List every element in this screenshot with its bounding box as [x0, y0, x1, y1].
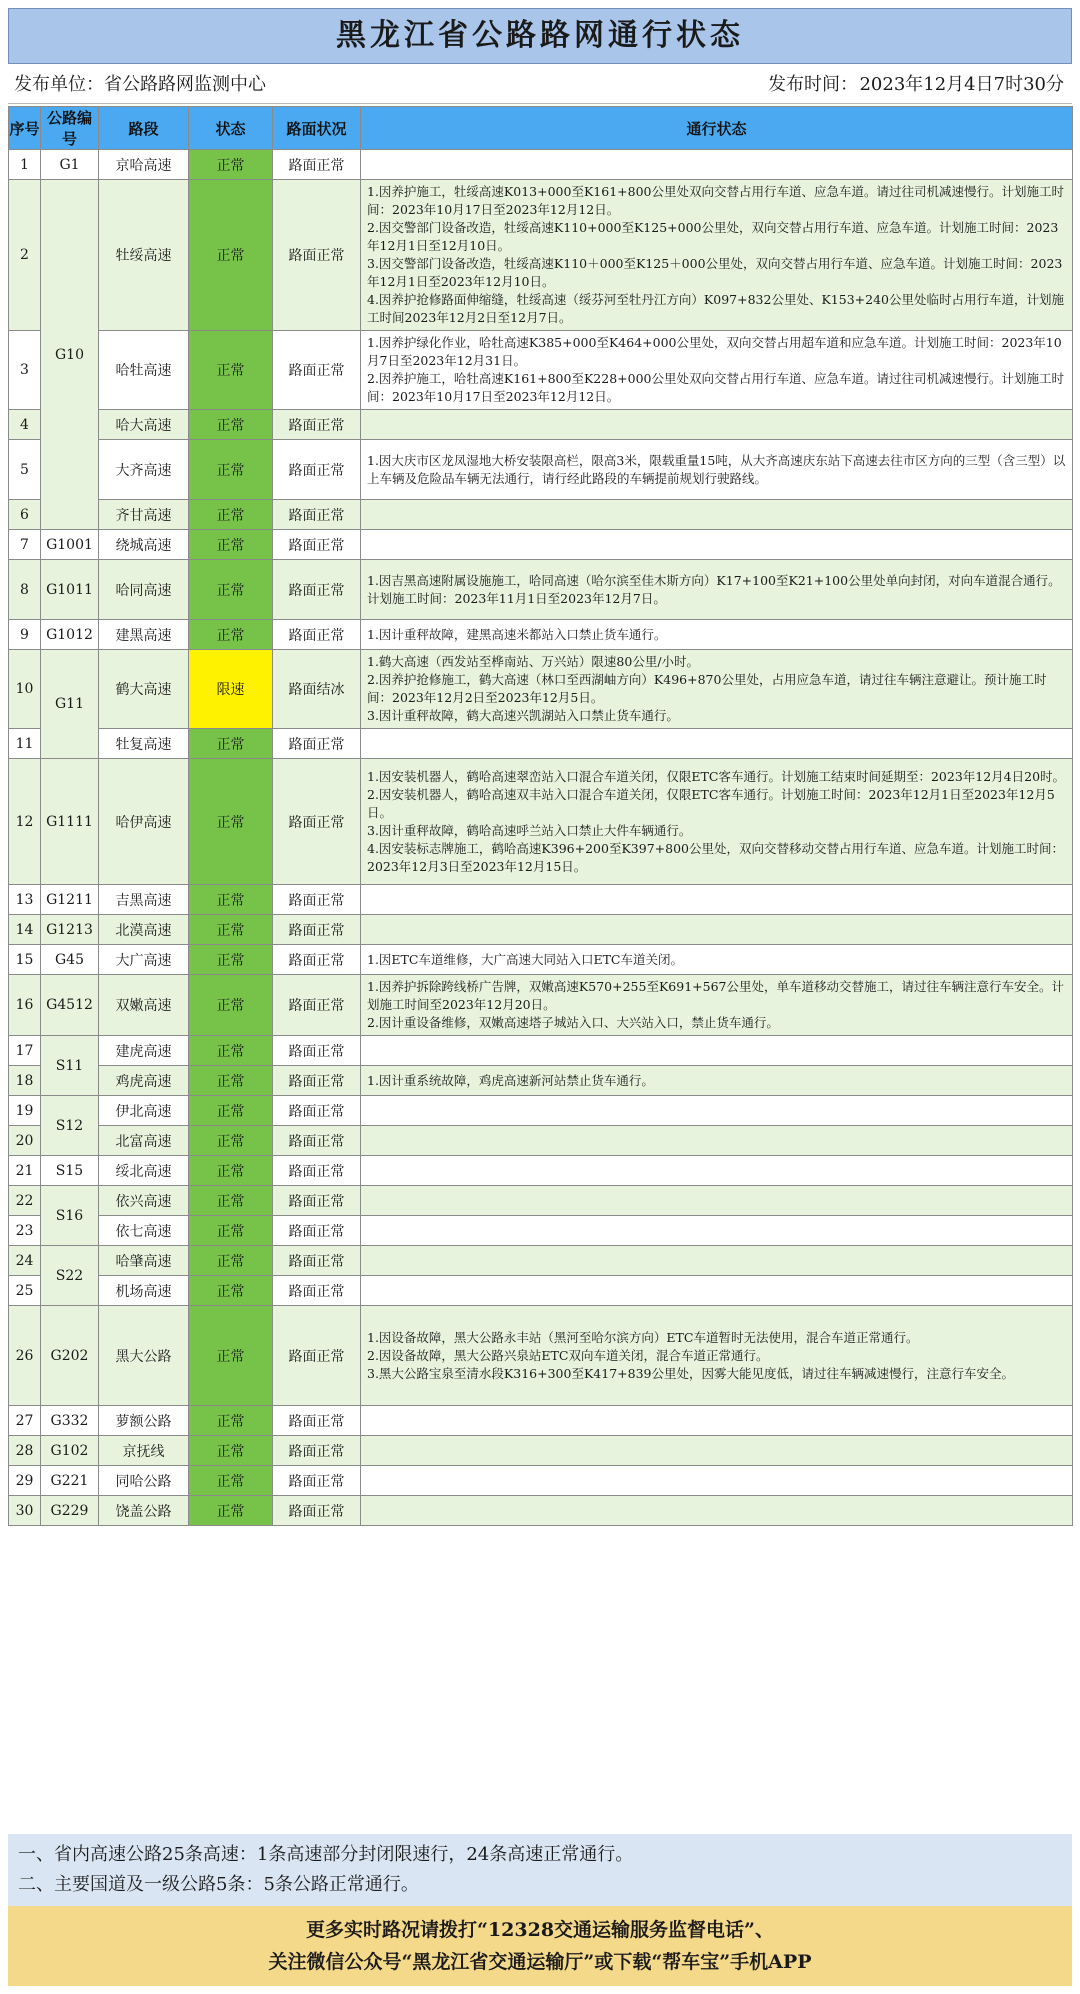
- row-no: 2: [9, 180, 41, 331]
- road-segment: 大广高速: [99, 945, 189, 975]
- table-row: [9, 1436, 1073, 1466]
- row-no: 13: [9, 885, 41, 915]
- surface-condition: 路面正常: [273, 1126, 361, 1156]
- header-surface: 路面状况: [273, 107, 361, 150]
- traffic-notes: [361, 975, 1073, 1036]
- road-segment: 牡绥高速: [99, 180, 189, 331]
- footer-line: 更多实时路况请拨打“12328交通运输服务监督电话”、: [306, 1919, 774, 1941]
- row-no: 16: [9, 975, 41, 1036]
- table-row: [9, 1406, 1073, 1436]
- road-code: G229: [41, 1496, 99, 1526]
- row-no: 1: [9, 150, 41, 180]
- table-row: [9, 759, 1073, 885]
- footer-note: [8, 1906, 1072, 1986]
- traffic-notes: [361, 729, 1073, 759]
- status-cell: 正常: [189, 1156, 273, 1186]
- traffic-note: 4.因安装标志牌施工，鹤哈高速K396+200至K397+800公里处，双向交替移动交替占用行车道、应急车道。计划施工时间：2023年12月3日至2023年12月15日。: [367, 840, 1064, 874]
- traffic-notes: [361, 1246, 1073, 1276]
- row-no: 18: [9, 1066, 41, 1096]
- status-cell: 正常: [189, 1036, 273, 1066]
- table-row: [9, 1126, 1073, 1156]
- traffic-notes: [361, 650, 1073, 729]
- traffic-notes: [361, 1186, 1073, 1216]
- traffic-note: 4.因养护抢修路面伸缩缝，牡绥高速（绥芬河至牡丹江方向）K097+832公里处、K153+240公里处临时占用行车道，计划施工时间2023年12月2日至12月7日。: [367, 292, 1064, 325]
- summary: [8, 1834, 1072, 1906]
- traffic-notes: [361, 1276, 1073, 1306]
- table-row: [9, 1306, 1073, 1406]
- table-body: [9, 150, 1073, 1526]
- surface-condition: 路面正常: [273, 1216, 361, 1246]
- surface-condition: 路面正常: [273, 1066, 361, 1096]
- road-segment: 牡复高速: [99, 729, 189, 759]
- road-segment: 双嫩高速: [99, 975, 189, 1036]
- road-segment: 依七高速: [99, 1216, 189, 1246]
- publish-time: 2023年12月4日7时30分: [859, 74, 1064, 95]
- traffic-note: 1.因设备故障，黑大公路永丰站（黑河至哈尔滨方向）ETC车道暂时无法使用，混合车道正常通行。: [367, 1329, 919, 1345]
- traffic-notes: [361, 885, 1073, 915]
- status-cell: 正常: [189, 620, 273, 650]
- traffic-notes: [361, 1216, 1073, 1246]
- table-row: [9, 620, 1073, 650]
- road-segment: 绥北高速: [99, 1156, 189, 1186]
- status-cell: 正常: [189, 1096, 273, 1126]
- traffic-note: 3.因计重秤故障，鹤哈高速呼兰站入口禁止大件车辆通行。: [367, 822, 692, 838]
- traffic-notes: [361, 410, 1073, 440]
- row-no: 24: [9, 1246, 41, 1276]
- traffic-note: 2.因养护抢修施工，鹤大高速（林口至西湖岫方向）K496+870公里处，占用应急车道，请过往车辆注意避让。预计施工时间：2023年12月2日至2023年12月5日。: [367, 672, 1047, 705]
- surface-condition: 路面正常: [273, 1436, 361, 1466]
- status-cell: 正常: [189, 1126, 273, 1156]
- status-cell: 正常: [189, 915, 273, 945]
- surface-condition: 路面正常: [273, 560, 361, 620]
- status-cell: 正常: [189, 560, 273, 620]
- traffic-note: 3.黑大公路宝泉至清水段K316+300至K417+839公里处，因雾大能见度低，请过往车辆减速慢行，注意行车安全。: [367, 1365, 1014, 1381]
- road-code: G1011: [41, 560, 99, 620]
- surface-condition: 路面正常: [273, 620, 361, 650]
- road-segment: 萝额公路: [99, 1406, 189, 1436]
- road-segment: 鸡虎高速: [99, 1066, 189, 1096]
- header-status: 状态: [189, 107, 273, 150]
- traffic-note: 3.因计重秤故障，鹤大高速兴凯湖站入口禁止货车通行。: [367, 708, 679, 723]
- traffic-notes: [361, 1126, 1073, 1156]
- row-no: 6: [9, 500, 41, 530]
- row-no: 8: [9, 560, 41, 620]
- table-row: [9, 410, 1073, 440]
- surface-condition: 路面正常: [273, 885, 361, 915]
- status-cell: 限速: [189, 650, 273, 729]
- table-row: [9, 650, 1073, 729]
- road-segment: 吉黑高速: [99, 885, 189, 915]
- table-row: [9, 1276, 1073, 1306]
- status-cell: 正常: [189, 410, 273, 440]
- traffic-notes: [361, 1036, 1073, 1066]
- traffic-notes: [361, 1096, 1073, 1126]
- road-segment: 依兴高速: [99, 1186, 189, 1216]
- row-no: 21: [9, 1156, 41, 1186]
- row-no: 25: [9, 1276, 41, 1306]
- traffic-notes: [361, 500, 1073, 530]
- row-no: 4: [9, 410, 41, 440]
- road-code: G1012: [41, 620, 99, 650]
- surface-condition: 路面正常: [273, 1096, 361, 1126]
- traffic-note: 2.因交警部门设备改造，牡绥高速K110+000至K125+000公里处，双向交替占用行车道、应急车道。计划施工时间：2023年12月1日至12月10日。: [367, 220, 1059, 253]
- traffic-notes: [361, 1496, 1073, 1526]
- status-cell: 正常: [189, 150, 273, 180]
- surface-condition: 路面正常: [273, 1036, 361, 1066]
- traffic-note: 1.因计重秤故障，建黑高速米都站入口禁止货车通行。: [367, 626, 667, 642]
- row-no: 11: [9, 729, 41, 759]
- traffic-notes: [361, 1466, 1073, 1496]
- row-no: 23: [9, 1216, 41, 1246]
- road-segment: 大齐高速: [99, 440, 189, 500]
- publisher: 发布单位：省公路路网监测中心: [14, 74, 266, 95]
- road-segment: 京抚线: [99, 1436, 189, 1466]
- road-code: G1211: [41, 885, 99, 915]
- surface-condition: 路面正常: [273, 1466, 361, 1496]
- row-no: 3: [9, 331, 41, 410]
- table-row: [9, 500, 1073, 530]
- row-no: 26: [9, 1306, 41, 1406]
- road-segment: 哈伊高速: [99, 759, 189, 885]
- status-cell: 正常: [189, 1066, 273, 1096]
- table-row: [9, 331, 1073, 410]
- road-code: S16: [41, 1186, 99, 1246]
- traffic-note: 1.因安装机器人，鹤哈高速翠峦站入口混合车道关闭，仅限ETC客车通行。计划施工结束时间延期至：2023年12月4日20时。: [367, 768, 1066, 784]
- table-row: [9, 1036, 1073, 1066]
- surface-condition: 路面正常: [273, 150, 361, 180]
- surface-condition: 路面正常: [273, 440, 361, 500]
- header-no: 序号: [9, 107, 41, 150]
- status-cell: 正常: [189, 1466, 273, 1496]
- traffic-notes: [361, 759, 1073, 885]
- row-no: 9: [9, 620, 41, 650]
- surface-condition: 路面正常: [273, 1156, 361, 1186]
- table-row: [9, 729, 1073, 759]
- traffic-note: 1.因养护拆除跨线桥广告牌，双嫩高速K570+255至K691+567公里处，单车道移动交替施工，请过往车辆注意行车安全。计划施工时间至2023年12月20日。: [367, 979, 1064, 1012]
- traffic-note: 1.因养护施工，牡绥高速K013+000至K161+800公里处双向交替占用行车道、应急车道。请过往司机减速慢行。计划施工时间：2023年10月17日至2023年12月12日。: [367, 184, 1064, 217]
- road-segment: 伊北高速: [99, 1096, 189, 1126]
- road-status-table: [8, 106, 1073, 1526]
- surface-condition: 路面正常: [273, 1186, 361, 1216]
- status-cell: 正常: [189, 1216, 273, 1246]
- table-row: [9, 1156, 1073, 1186]
- status-cell: 正常: [189, 180, 273, 331]
- road-segment: 哈同高速: [99, 560, 189, 620]
- road-segment: 哈牡高速: [99, 331, 189, 410]
- table-row: [9, 915, 1073, 945]
- row-no: 29: [9, 1466, 41, 1496]
- row-no: 5: [9, 440, 41, 500]
- table-row: [9, 1096, 1073, 1126]
- status-cell: 正常: [189, 1436, 273, 1466]
- status-cell: 正常: [189, 1246, 273, 1276]
- surface-condition: 路面结冰: [273, 650, 361, 729]
- traffic-notes: [361, 1436, 1073, 1466]
- traffic-notes: [361, 1066, 1073, 1096]
- surface-condition: 路面正常: [273, 1406, 361, 1436]
- surface-condition: 路面正常: [273, 1246, 361, 1276]
- table-row: [9, 945, 1073, 975]
- table-row: [9, 975, 1073, 1036]
- road-code: G332: [41, 1406, 99, 1436]
- road-code: G102: [41, 1436, 99, 1466]
- road-segment: 京哈高速: [99, 150, 189, 180]
- row-no: 22: [9, 1186, 41, 1216]
- table-row: [9, 1066, 1073, 1096]
- table-header-row: [9, 107, 1073, 150]
- status-cell: 正常: [189, 530, 273, 560]
- road-code: S22: [41, 1246, 99, 1306]
- road-code: S12: [41, 1096, 99, 1156]
- surface-condition: 路面正常: [273, 1496, 361, 1526]
- page-title: 黑龙江省公路路网通行状态: [8, 8, 1072, 64]
- header-code: 公路编号: [41, 107, 99, 150]
- traffic-notes: [361, 150, 1073, 180]
- surface-condition: 路面正常: [273, 331, 361, 410]
- row-no: 20: [9, 1126, 41, 1156]
- table-row: [9, 560, 1073, 620]
- status-cell: 正常: [189, 729, 273, 759]
- road-segment: 北漠高速: [99, 915, 189, 945]
- row-no: 10: [9, 650, 41, 729]
- status-cell: 正常: [189, 1276, 273, 1306]
- surface-condition: 路面正常: [273, 1276, 361, 1306]
- status-cell: 正常: [189, 1306, 273, 1406]
- status-cell: 正常: [189, 331, 273, 410]
- row-no: 30: [9, 1496, 41, 1526]
- surface-condition: 路面正常: [273, 530, 361, 560]
- road-code: G1001: [41, 530, 99, 560]
- traffic-notes: [361, 440, 1073, 500]
- row-no: 14: [9, 915, 41, 945]
- traffic-notes: [361, 620, 1073, 650]
- table-row: [9, 1186, 1073, 1216]
- surface-condition: 路面正常: [273, 729, 361, 759]
- table-row: [9, 1466, 1073, 1496]
- traffic-notes: [361, 1156, 1073, 1186]
- road-code: G1: [41, 150, 99, 180]
- traffic-note: 1.因养护绿化作业，哈牡高速K385+000至K464+000公里处，双向交替占用超车道和应急车道。计划施工时间：2023年10月7日至2023年12月31日。: [367, 335, 1062, 368]
- road-code: G221: [41, 1466, 99, 1496]
- road-code: G202: [41, 1306, 99, 1406]
- surface-condition: 路面正常: [273, 945, 361, 975]
- header-segment: 路段: [99, 107, 189, 150]
- road-segment: 绕城高速: [99, 530, 189, 560]
- road-segment: 同哈公路: [99, 1466, 189, 1496]
- traffic-notes: [361, 180, 1073, 331]
- surface-condition: 路面正常: [273, 500, 361, 530]
- row-no: 28: [9, 1436, 41, 1466]
- status-cell: 正常: [189, 885, 273, 915]
- status-cell: 正常: [189, 440, 273, 500]
- summary-line: 二、主要国道及一级公路5条：5条公路正常通行。: [18, 1874, 419, 1895]
- road-segment: 建虎高速: [99, 1036, 189, 1066]
- road-segment: 北富高速: [99, 1126, 189, 1156]
- road-code: G10: [41, 180, 99, 530]
- road-segment: 哈肇高速: [99, 1246, 189, 1276]
- road-code: G4512: [41, 975, 99, 1036]
- status-cell: 正常: [189, 975, 273, 1036]
- road-segment: 黑大公路: [99, 1306, 189, 1406]
- traffic-notes: [361, 1306, 1073, 1406]
- summary-line: 一、省内高速公路25条高速：1条高速部分封闭限速行，24条高速正常通行。: [18, 1844, 634, 1865]
- traffic-notes: [361, 560, 1073, 620]
- status-cell: 正常: [189, 1406, 273, 1436]
- status-cell: 正常: [189, 945, 273, 975]
- row-no: 27: [9, 1406, 41, 1436]
- status-cell: 正常: [189, 1186, 273, 1216]
- road-segment: 机场高速: [99, 1276, 189, 1306]
- traffic-note: 1.因计重系统故障，鸡虎高速新河站禁止货车通行。: [367, 1072, 654, 1088]
- header-notes: 通行状态: [361, 107, 1073, 150]
- table-row: [9, 1216, 1073, 1246]
- traffic-note: 1.因ETC车道维修，大广高速大同站入口ETC车道关闭。: [367, 951, 683, 967]
- surface-condition: 路面正常: [273, 180, 361, 331]
- road-code: G11: [41, 650, 99, 759]
- road-segment: 鹤大高速: [99, 650, 189, 729]
- table-row: [9, 180, 1073, 331]
- traffic-note: 1.鹤大高速（西发站至桦南站、万兴站）限速80公里/小时。: [367, 654, 700, 669]
- row-no: 19: [9, 1096, 41, 1126]
- traffic-note: 2.因养护施工，哈牡高速K161+800至K228+000公里处双向交替占用行车道、应急车道。请过往司机减速慢行。计划施工时间：2023年10月17日至2023年12月12日。: [367, 371, 1064, 404]
- traffic-notes: [361, 945, 1073, 975]
- road-code: G45: [41, 945, 99, 975]
- traffic-notes: [361, 530, 1073, 560]
- traffic-notes: [361, 1406, 1073, 1436]
- road-code: G1213: [41, 915, 99, 945]
- row-no: 17: [9, 1036, 41, 1066]
- traffic-note: 1.因吉黑高速附属设施施工，哈同高速（哈尔滨至佳木斯方向）K17+100至K21+100公里处单向封闭，对向车道混合通行。计划施工时间：2023年11月1日至2023年12月7日。: [367, 572, 1061, 606]
- surface-condition: 路面正常: [273, 410, 361, 440]
- row-no: 7: [9, 530, 41, 560]
- table-row: [9, 530, 1073, 560]
- status-cell: 正常: [189, 500, 273, 530]
- status-cell: 正常: [189, 759, 273, 885]
- status-cell: 正常: [189, 1496, 273, 1526]
- road-code: G1111: [41, 759, 99, 885]
- table-row: [9, 1246, 1073, 1276]
- road-segment: 齐甘高速: [99, 500, 189, 530]
- footer-line: 关注微信公众号“黑龙江省交通运输厅”或下载“帮车宝”手机APP: [268, 1951, 812, 1973]
- traffic-note: 3.因交警部门设备改造，牡绥高速K110＋000至K125＋000公里处，双向交替占用行车道、应急车道。计划施工时间：2023年12月1日至2023年12月10日。: [367, 256, 1063, 289]
- traffic-notes: [361, 915, 1073, 945]
- table-row: [9, 1496, 1073, 1526]
- surface-condition: 路面正常: [273, 975, 361, 1036]
- road-segment: 哈大高速: [99, 410, 189, 440]
- road-segment: 建黑高速: [99, 620, 189, 650]
- traffic-note: 2.因设备故障，黑大公路兴泉站ETC双向车道关闭，混合车道正常通行。: [367, 1347, 769, 1363]
- traffic-note: 1.因大庆市区龙凤湿地大桥安装限高栏，限高3米，限载重量15吨，从大齐高速庆东站下高速去往市区方向的三型（含三型）以上车辆及危险品车辆无法通行，请行经此路段的车辆提前规划行驶路线。: [367, 452, 1066, 486]
- surface-condition: 路面正常: [273, 915, 361, 945]
- publish-info: [8, 66, 1072, 104]
- road-code: S11: [41, 1036, 99, 1096]
- row-no: 15: [9, 945, 41, 975]
- road-segment: 饶盖公路: [99, 1496, 189, 1526]
- surface-condition: 路面正常: [273, 1306, 361, 1406]
- traffic-notes: [361, 331, 1073, 410]
- road-code: S15: [41, 1156, 99, 1186]
- publish-time-label: 发布时间：: [768, 74, 858, 95]
- traffic-note: 2.因安装机器人，鹤哈高速双丰站入口混合车道关闭，仅限ETC客车通行。计划施工时间：2023年12月1日至2023年12月5日。: [367, 786, 1055, 820]
- row-no: 12: [9, 759, 41, 885]
- traffic-note: 2.因计重设备维修，双嫩高速塔子城站入口、大兴站入口，禁止货车通行。: [367, 1015, 779, 1030]
- table-row: [9, 440, 1073, 500]
- table-row: [9, 885, 1073, 915]
- surface-condition: 路面正常: [273, 759, 361, 885]
- table-row: [9, 150, 1073, 180]
